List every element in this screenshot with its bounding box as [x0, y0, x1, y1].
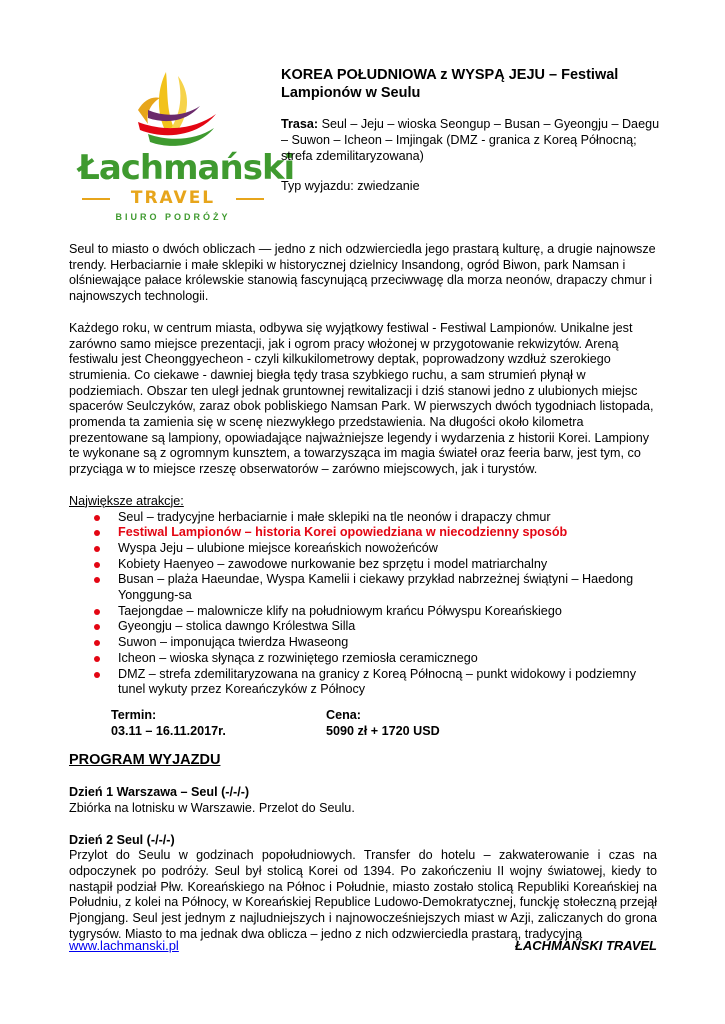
- trip-title: KOREA POŁUDNIOWA z WYSPĄ JEJU – Festiwal Lampionów w Seulu: [281, 67, 619, 101]
- price-column: [326, 708, 541, 739]
- bullet-icon: [94, 624, 100, 630]
- list-item-text: Festiwal Lampionów – historia Korei opowiedziana w niecodzienny sposób: [118, 525, 568, 540]
- list-item: [118, 510, 657, 526]
- list-item: [118, 604, 657, 620]
- list-item-text: Icheon – wioska słynąca z rozwiniętego rzemiosła ceramicznego: [118, 650, 478, 665]
- bullet-icon: [94, 577, 100, 583]
- price-label: Cena:: [326, 707, 361, 722]
- price-value: 5090 zł + 1720 USD: [326, 723, 440, 738]
- list-item: [118, 667, 657, 698]
- list-item-text: Taejongdae – malownicze klify na południowym krańcu Półwyspu Koreańskiego: [118, 603, 562, 618]
- bullet-icon: [94, 656, 100, 662]
- list-item: [118, 572, 657, 603]
- trip-header: [281, 66, 661, 194]
- list-item-text: Busan – plaża Haeundae, Wyspa Kamelii i ciekawy przykład nabrzeżnej świątyni – Haedong Yonggung-sa: [118, 572, 634, 603]
- list-item: [118, 541, 657, 557]
- bullet-icon: [94, 672, 100, 678]
- bullet-icon: [94, 515, 100, 521]
- list-item: [118, 557, 657, 573]
- day1-title: Dzień 1 Warszawa – Seul (-/-/-): [69, 785, 250, 800]
- term-label: Termin:: [111, 707, 157, 722]
- list-item-highlight: [118, 525, 657, 541]
- logo-subtitle: BIURO PODRÓŻY: [115, 212, 231, 222]
- term-column: [111, 708, 326, 739]
- day1-text: Zbiórka na lotnisku w Warszawie. Przelot do Seulu.: [69, 800, 355, 815]
- attractions-list: [69, 510, 657, 698]
- flame-emblem-icon: [78, 70, 268, 155]
- terms-block: [111, 708, 657, 739]
- list-item-text: Seul – tradycyjne herbaciarnie i małe sklepiki na tle neonów i drapaczy chmur: [118, 509, 551, 524]
- bullet-icon: [94, 609, 100, 615]
- term-value: 03.11 – 16.11.2017r.: [111, 723, 226, 738]
- company-logo: [78, 70, 295, 222]
- list-item-text: Gyeongju – stolica dawngo Królestwa Silla: [118, 619, 356, 634]
- intro-paragraph-2: Każdego roku, w centrum miasta, odbywa się wyjątkowy festiwal - Festiwal Lampionów. Unikalne jest zarówno samo miejsce prezentacji, jak i ogrom pracy włożonej w przygotowanie rekwizytów. Areną festiwalu jest Cheonggyecheon - czyli kilkukilometrowy deptak, poprowadzony wzdłuż szerokiego strumienia. Co ciekawe - dawniej biegła tędy trasa szybkiego ruchu, a sam strumień płynął w podziemiach. Obszar ten uległ jednak gruntownej rewitalizacji i dziś stanowi jedno z ulubionych miejsc spacerów Seulczyków, zaraz obok pobliskiego Namsan Park. W pierwszych dwóch tygodniach listopada, promenda ta zamienia się w scenę niezwykłego przedstawienia. Na długości około kilometra prezentowane są lampiony, opowiadające najważniejsze legendy i wydarzenia z historii Korei. Lampiony te wykonane są z ogromnym kunsztem, a towarzysząca im magia świateł oraz feeria barw, jest tym, co przyciąga w to miejsce rzeszę obserwatorów – zarówno miejscowych, jak i turystów.: [69, 320, 654, 477]
- list-item: [118, 651, 657, 667]
- trip-route: [281, 116, 661, 164]
- logo-divider-left: [82, 198, 110, 200]
- intro-paragraph-1: Seul to miasto o dwóch obliczach — jedno z nich odzwierciedla jego prastarą kulturę, a drugie najnowsze trendy. Herbaciarnie i małe sklepiki w historycznej dzielnicy Insandong, ogród Biwon, park Namsan i olśniewające pałace królewskie stanowią fascynującą przeciwwagę dla morza neonów, drapaczy chmur i najnowszych technologii.: [69, 242, 656, 304]
- footer-brand: ŁACHMAŃSKI TRAVEL: [514, 938, 657, 953]
- logo-travel: TRAVEL: [130, 188, 216, 208]
- bullet-icon: [94, 530, 100, 536]
- list-item-text: Suwon – imponująca twierdza Hwaseong: [118, 635, 349, 650]
- program-heading: PROGRAM WYJAZDU: [69, 752, 221, 769]
- trip-type: Typ wyjazdu: zwiedzanie: [281, 179, 420, 193]
- list-item: [118, 619, 657, 635]
- bullet-icon: [94, 640, 100, 646]
- logo-name: Łachmański: [78, 148, 295, 188]
- website-link[interactable]: www.lachmanski.pl: [69, 938, 179, 953]
- main-content: [69, 242, 657, 942]
- list-item-text: Wyspa Jeju – ulubione miejsce koreańskich nowożeńców: [118, 540, 438, 555]
- page-footer: [69, 938, 657, 953]
- day2-text: Przylot do Seulu w godzinach popołudniowych. Transfer do hotelu – zakwaterowanie i czas na odpoczynek po podróży. Seul był stolicą Korei od 1394. Po zakończeniu II wojny światowej, kiedy to nastąpił podział Płw. Koreańskiego na Północ i Południe, miasto zostało stolicą Republiki Koreańskiej na Południu, z kolei na Północy, w Koreańskiej Republice Ludowo-Demokratycznej, funckję stołeczną przejął Pjongjang. Seul jest jednym z najludniejszych i najnowocześniejszych miast w Azji, zaliczanych do grona tygrysów. Miasto to ma jednak dwa oblicza – jedno z nich odzwierciedla prastarą, tradycyjną: [69, 848, 657, 941]
- attractions-heading: Największe atrakcje:: [69, 493, 184, 508]
- list-item: [118, 635, 657, 651]
- logo-divider-right: [236, 198, 264, 200]
- list-item-text: DMZ – strefa zdemilitaryzowana na granicy z Koreą Północną – punkt widokowy i podziemny tunel wykuty przez Koreańczyków z Północy: [118, 666, 636, 697]
- bullet-icon: [94, 562, 100, 568]
- day2-title: Dzień 2 Seul (-/-/-): [69, 832, 175, 847]
- route-label: Trasa:: [281, 117, 319, 131]
- list-item-text: Kobiety Haenyeo – zawodowe nurkowanie bez sprzętu i model matriarchalny: [118, 556, 548, 571]
- bullet-icon: [94, 546, 100, 552]
- route-text: Seul – Jeju – wioska Seongup – Busan – Gyeongju – Daegu – Suwon – Icheon – Imjingak (DMZ - granica z Koreą Północną; strefa zdemilitaryzowana): [281, 117, 660, 163]
